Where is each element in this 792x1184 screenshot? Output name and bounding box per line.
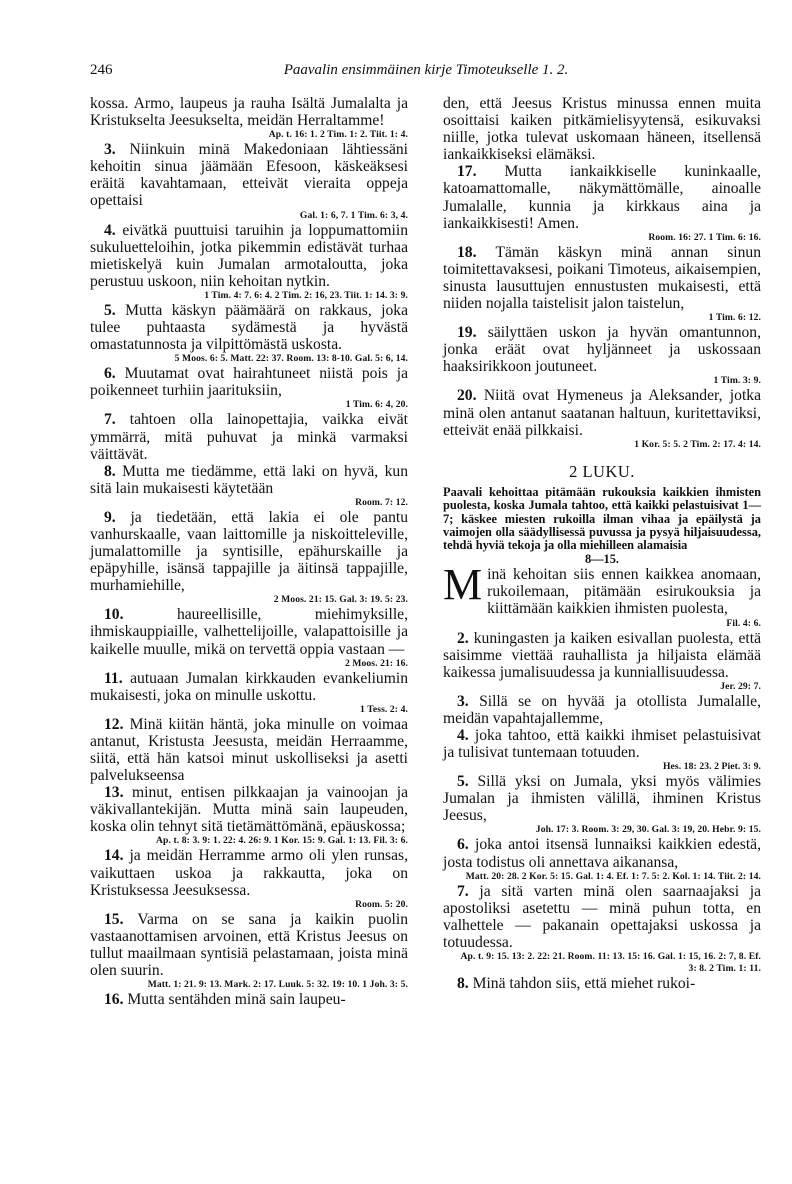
verse-number: 6. bbox=[457, 836, 476, 854]
verse-text bbox=[90, 365, 408, 399]
cross-reference: Room. 5: 20. bbox=[355, 898, 408, 910]
verse bbox=[90, 411, 408, 462]
verse-text bbox=[90, 784, 408, 835]
verse-body: Muutamat ovat hairahtuneet niistä pois ja poikenneet turhiin jaarituksiin, bbox=[90, 365, 409, 400]
right-column bbox=[443, 95, 761, 992]
verse-number: 3. bbox=[457, 692, 480, 710]
verse-text bbox=[90, 411, 408, 462]
cross-reference: 1 Tim. 6: 4, 20. bbox=[345, 399, 408, 411]
verse bbox=[90, 365, 408, 411]
verse-number: 19. bbox=[457, 324, 488, 342]
verse-text bbox=[443, 630, 761, 681]
verse-text bbox=[443, 836, 761, 870]
verse-text bbox=[443, 244, 761, 312]
verse bbox=[90, 141, 408, 221]
cross-reference: 1 Tess. 2: 4. bbox=[360, 703, 408, 715]
verse bbox=[90, 95, 408, 141]
verse bbox=[443, 95, 761, 163]
verse-number: 8. bbox=[457, 975, 473, 992]
verse bbox=[443, 387, 761, 450]
verse-body: Niinkuin minä Makedoniaan lähtiessäni kehoitin sinua jäämään Efesoon, käskeäksesi eräitä kavahtamaan, etteivät vieraita oppeja opettaisi bbox=[90, 141, 409, 210]
verse-body: Minä tahdon siis, että miehet rukoi- bbox=[472, 975, 696, 992]
verse bbox=[443, 883, 761, 975]
cross-reference: Hes. 18: 23. 2 Piet. 3: 9. bbox=[663, 761, 761, 773]
cross-reference: Fil. 4: 6. bbox=[726, 617, 761, 629]
verse-text bbox=[90, 222, 408, 290]
verse-body: Mutta sentähden minä sain laupeu- bbox=[127, 991, 346, 1009]
verse-number: 5. bbox=[104, 301, 126, 319]
chapter-summary-end: 8—15. bbox=[584, 551, 620, 566]
cross-reference: Matt. 20: 28. 2 Kor. 5: 15. Gal. 1: 4. Ef. 1: 7. 5: 2. Kol. 1: 14. Tiit. 2: 14. bbox=[465, 870, 761, 882]
verse-body: joka antoi itsensä lunnaiksi kaikkien edestä, josta todistus oli annettava aikanansa, bbox=[443, 836, 761, 871]
verse-body: kuningasten ja kaiken esivallan puolesta, että saisimme viettää rauhallista ja hiljaista elämää kaikessa jumalisuudessa ja kunniallisuudessa. bbox=[443, 629, 761, 681]
verse-text bbox=[90, 911, 408, 979]
verse bbox=[443, 163, 761, 243]
verse-text bbox=[443, 387, 761, 438]
verse-number: 6. bbox=[104, 365, 125, 383]
verse-text bbox=[443, 693, 761, 727]
verse-text bbox=[90, 509, 408, 594]
verse bbox=[90, 784, 408, 847]
verse-body: minut, entisen pilkkaajan ja vainoojan ja väkivallantekijän. Mutta minä sain laupeuden, koska olin tehnyt sitä tietämättömänä, epäuskossa; bbox=[90, 784, 408, 836]
verse bbox=[90, 911, 408, 991]
verse-text bbox=[90, 716, 408, 784]
verse-body: ja sitä varten minä olen saarnaajaksi ja apostoliksi asetettu — minä puhun totta, en valhettele — pakanain opettajaksi uskossa ja totuudessa. bbox=[443, 882, 761, 951]
verse bbox=[90, 606, 408, 669]
verse-text bbox=[457, 975, 695, 992]
verse bbox=[443, 727, 761, 773]
verse-body: säilyttäen uskon ja hyvän omantunnon, jonka eräät ovat hyljänneet ja uskossaan haaksirikkoon joutuneet. bbox=[443, 324, 762, 376]
verse-body: autuaan Jumalan kirkkauden evankeliumin mukaisesti, joka on minulle uskottu. bbox=[90, 669, 408, 704]
verse bbox=[443, 324, 761, 387]
chapter-summary bbox=[443, 486, 761, 566]
cross-reference: 2 Moos. 21: 16. bbox=[344, 657, 408, 669]
drop-cap: M bbox=[443, 560, 483, 610]
verse bbox=[443, 693, 761, 727]
verse-number: 5. bbox=[457, 773, 478, 791]
verse-number: 7. bbox=[104, 411, 130, 429]
cross-reference: 1 Tim. 6: 12. bbox=[708, 312, 761, 324]
cross-reference: 5 Moos. 6: 5. Matt. 22: 37. Room. 13: 8-10. Gal. 5: 6, 14. bbox=[174, 353, 408, 365]
cross-reference: 2 Moos. 21: 15. Gal. 3: 19. 5: 23. bbox=[273, 594, 408, 606]
verse-text bbox=[90, 463, 408, 497]
running-title: Paavalin ensimmäinen kirje Timoteukselle 1. 2. bbox=[283, 62, 569, 78]
chapter-1-end bbox=[443, 95, 761, 451]
verse-text bbox=[443, 163, 761, 231]
verse-number: 17. bbox=[457, 163, 505, 181]
verse-number: 4. bbox=[457, 726, 475, 744]
verse-number: 9. bbox=[104, 508, 131, 526]
verse bbox=[443, 560, 761, 629]
cross-reference: Room. 7: 12. bbox=[355, 496, 408, 508]
verse-text bbox=[443, 883, 761, 951]
verse-text bbox=[90, 847, 408, 898]
verse bbox=[90, 670, 408, 716]
verse-text: den, että Jeesus Kristus minussa ennen muita osoittaisi kaiken pitkämielisyytensä, esikuvaksi niille, jotka tulevat uskomaan häneen, itsellensä iankaikkiseksi elämäksi. bbox=[443, 95, 761, 164]
verse-number: 14. bbox=[104, 847, 130, 865]
verse-number: 18. bbox=[457, 243, 496, 261]
verse bbox=[443, 836, 761, 882]
verse bbox=[90, 222, 408, 302]
verse-body: haureellisille, miehimyksille, ihmiskauppiaille, valhettelijoille, valapattoisille ja kaikelle muulle, mikä on tervettä oppia vastaan — bbox=[90, 606, 408, 658]
verse-text bbox=[90, 302, 408, 353]
verse-body: joka tahtoo, että kaikki ihmiset pelastuisivat ja tulisivat tuntemaan totuuden. bbox=[443, 726, 761, 762]
verse-number: 3. bbox=[104, 141, 130, 159]
cross-reference: Gal. 1: 6, 7. 1 Tim. 6: 3, 4. bbox=[299, 209, 408, 221]
verse-number: 10. bbox=[104, 606, 177, 624]
verse bbox=[443, 630, 761, 693]
cross-reference: Matt. 1: 21. 9: 13. Mark. 2: 17. Luuk. 5: 32. 19: 10. 1 Joh. 3: 5. bbox=[147, 979, 408, 991]
verse-number: 8. bbox=[104, 462, 123, 480]
verse-number: 2. bbox=[457, 629, 474, 647]
verse bbox=[90, 847, 408, 910]
verse-body: tahtoen olla lainopettajia, vaikka eivät ymmärrä, mitä puhuvat ja minkä varmaksi väittävät. bbox=[90, 411, 408, 463]
verse-body: Mutta iankaikkiselle kuninkaalle, katoamattomalle, näkymättömälle, ainoalle Jumalalle, kunnia ja kirkkaus aina ja iankaikkisesti! Amen. bbox=[443, 163, 762, 232]
verse-text: inä kehoitan siis ennen kaikkea anomaan, rukoilemaan, pitämään esirukouksia ja kiittämään kaikkien ihmisten puolesta, bbox=[487, 566, 761, 618]
cross-reference: Ap. t. 9: 15. 13: 2. 22: 21. Room. 11: 13. 15: 16. Gal. 1: 15, 16. 2: 7, 8. Ef. 3: 8. 2 Tim. 1: 11. bbox=[460, 951, 761, 974]
verse-body: Minä kiitän häntä, joka minulle on voimaa antanut, Kristusta Jeesusta, meidän Herraamme, siitä, että hän katsoi minut uskolliseksi ja asetti palvelukseensa bbox=[90, 715, 409, 785]
verse bbox=[90, 991, 408, 1008]
verse-number: 4. bbox=[104, 221, 123, 239]
verse-text bbox=[104, 991, 346, 1008]
verse-text bbox=[443, 324, 761, 375]
verse-body: Mutta me tiedämme, että laki on hyvä, kun sitä lain mukaisesti käytetään bbox=[90, 462, 408, 497]
verse-body: Niitä ovat Hymeneus ja Aleksander, jotka minä olen antanut saatanan haltuun, kuritettaviksi, etteivät enää pilkkaisi. bbox=[443, 387, 761, 439]
verse-number: 13. bbox=[104, 784, 133, 802]
verse bbox=[90, 463, 408, 509]
cross-reference: 1 Kor. 5: 5. 2 Tim. 2: 17. 4: 14. bbox=[634, 438, 761, 450]
cross-reference: Joh. 17: 3. Room. 3: 29, 30. Gal. 3: 19, 20. Hebr. 9: 15. bbox=[535, 824, 761, 836]
verse bbox=[443, 975, 761, 992]
verse-body: eivätkä puuttuisi taruihin ja loppumattomiin sukuluetteloihin, jotka pikemmin edistävät turhaa mietiskelyä kuin Jumalan armotaloutta, joka perustuu uskoon, niin kehoitan nytkin. bbox=[90, 221, 408, 290]
page-header bbox=[90, 62, 762, 82]
verse-text bbox=[90, 606, 408, 657]
cross-reference: Jer. 29: 7. bbox=[720, 680, 761, 692]
verse-body: Varma on se sana ja kaikin puolin vastaanottamisen arvoinen, että Kristus Jeesus on tullut maailmaan syntisiä pelastamaan, joista minä olen suurin. bbox=[90, 910, 409, 980]
left-column bbox=[90, 95, 408, 1008]
verse-number: 20. bbox=[457, 387, 484, 405]
chapter-2-text bbox=[443, 560, 762, 992]
cross-reference: 1 Tim. 3: 9. bbox=[713, 375, 761, 387]
verse-body: Tämän käskyn minä annan sinun toimitettavaksesi, poikani Timoteus, aikaisempien, sinusta lausuttujen ennustusten mukaisesti, että niiden nojalla taistelisit jalon taistelun, bbox=[443, 243, 762, 313]
verse bbox=[90, 716, 408, 784]
page-number: 246 bbox=[90, 62, 113, 78]
cross-reference: Room. 16: 27. 1 Tim. 6: 16. bbox=[648, 231, 761, 243]
verse-body: Mutta käskyn päämäärä on rakkaus, joka tulee puhtaasta sydämestä ja hyvästä omastatunnosta ja vilpittömästä uskosta. bbox=[90, 301, 409, 354]
verse-number: 16. bbox=[104, 991, 128, 1009]
chapter-heading: 2 LUKU. bbox=[569, 461, 635, 481]
verse-body: ja meidän Herramme armo oli ylen runsas, vaikuttaen uskoa ja rakkautta, joka on Kristuksessa Jeesuksessa. bbox=[90, 847, 408, 899]
cross-reference: Ap. t. 8: 3. 9: 1. 22: 4. 26: 9. 1 Kor. 15: 9. Gal. 1: 13. Fil. 3: 6. bbox=[156, 835, 408, 847]
verse-number: 7. bbox=[457, 882, 480, 900]
verse-text: kossa. Armo, laupeus ja rauha Isältä Jumalalta ja Kristukselta Jeesukselta, meidän Herraltamme! bbox=[90, 95, 408, 130]
verse-body: ja tiedetään, että lakia ei ole pantu vanhurskaalle, vaan laittomille ja niskoitteleville, jumalattomille ja syntisille, epähurskaille ja epäpyhille, isänsä tappajille ja äitinsä tappajille, murhamiehille, bbox=[90, 508, 408, 595]
verse-body: Sillä se on hyvää ja otollista Jumalalle, meidän vapahtajallemme, bbox=[443, 692, 762, 727]
verse bbox=[90, 302, 408, 365]
verse-text bbox=[443, 727, 761, 761]
verse-text bbox=[90, 141, 408, 209]
verse-text bbox=[90, 670, 408, 704]
verse-text bbox=[443, 773, 761, 824]
verse bbox=[90, 509, 408, 606]
cross-reference: 1 Tim. 4: 7. 6: 4. 2 Tim. 2: 16, 23. Tiit. 1: 14. 3: 9. bbox=[204, 289, 408, 301]
verse-number: 11. bbox=[104, 669, 131, 687]
verse-body: Sillä yksi on Jumala, yksi myös välimies Jumalan ja ihmisten välillä, ihminen Kristus Jeesus, bbox=[443, 773, 762, 825]
verse-number: 15. bbox=[104, 910, 138, 928]
verse bbox=[443, 244, 761, 324]
cross-reference: Ap. t. 16: 1. 2 Tim. 1: 2. Tiit. 1: 4. bbox=[268, 129, 408, 141]
verse-number: 12. bbox=[104, 715, 130, 733]
chapter-summary-text: Paavali kehoittaa pitämään rukouksia kaikkien ihmisten puolesta, koska Jumala tahtoo, että kaikki pelastuisivat 1—7; käskee miesten rukoilla ilman vihaa ja epäilystä ja vaimojen olla säädyllisessä puvussa ja pysyä hiljaisuudessa, tehdä hyviä tekoja ja olla miehilleen alamaisia bbox=[443, 484, 761, 553]
verse bbox=[443, 773, 761, 836]
